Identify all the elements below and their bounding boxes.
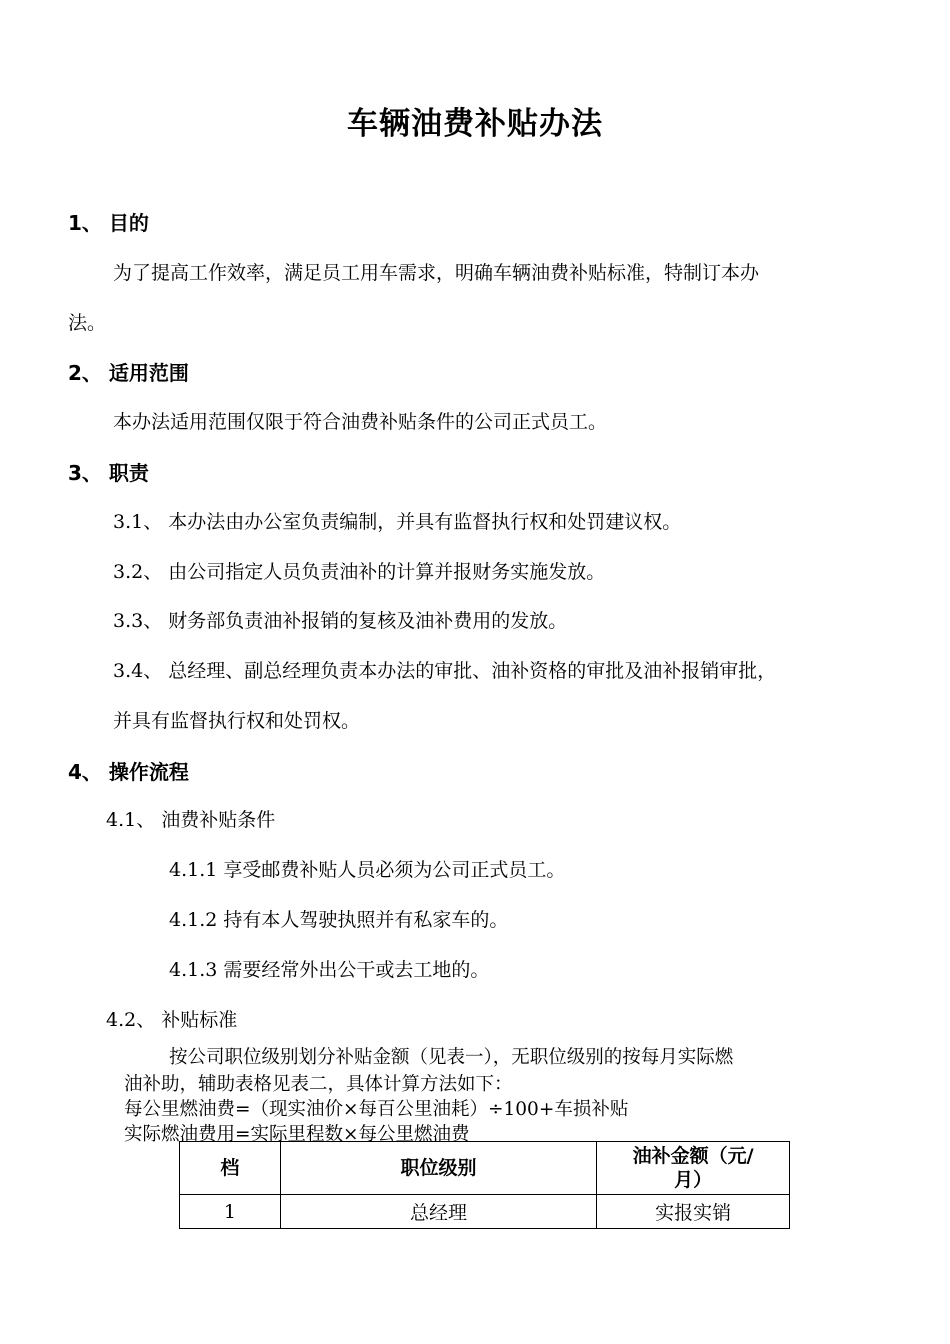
section-3-item-1: 3.1、 本办法由办公室负责编制，并具有监督执行权和处罚建议权。 (113, 511, 682, 533)
table-cell-amount: 实报实销 (597, 1195, 790, 1229)
section-2-text: 本办法适用范围仅限于符合油费补贴条件的公司正式员工。 (113, 411, 608, 433)
section-1-text-line2: 法。 (68, 312, 107, 334)
section-3-item-4-line2: 并具有监督执行权和处罚权。 (113, 710, 361, 732)
section-4-1-1: 4.1.1 享受邮费补贴人员必须为公司正式员工。 (169, 859, 566, 881)
section-4-1-3: 4.1.3 需要经常外出公干或去工地的。 (169, 959, 490, 981)
section-4-2-text-line1: 按公司职位级别划分补贴金额（见表一），无职位级别的按每月实际燃 (169, 1047, 734, 1068)
section-4-1-2: 4.1.2 持有本人驾驶执照并有私家车的。 (169, 909, 509, 931)
section-3-item-2: 3.2、 由公司指定人员负责油补的计算并报财务实施发放。 (113, 561, 606, 583)
table-cell-position: 总经理 (280, 1195, 596, 1229)
section-3-item-4-line1: 3.4、 总经理、副总经理负责本办法的审批、油补资格的审批及油补报销审批， (113, 660, 777, 682)
table-row (180, 1195, 790, 1229)
section-1-text-line1: 为了提高工作效率，满足员工用车需求，明确车辆油费补贴标准，特制订本办 (113, 262, 760, 284)
subsidy-table (179, 1141, 790, 1229)
table-header-grade: 档 (180, 1142, 281, 1195)
page-title: 车辆油费补贴办法 (347, 106, 603, 142)
table-header-subsidy-line2: 月） (674, 1169, 713, 1191)
table-header-subsidy-line1: 油补金额（元/ (632, 1145, 754, 1167)
section-4-2-heading: 4.2、 补贴标准 (106, 1009, 238, 1031)
section-2-heading: 2、 适用范围 (68, 361, 189, 385)
table-header-subsidy-amount (597, 1142, 790, 1195)
formula-actual-fuel-cost: 实际燃油费用=实际里程数×每公里燃油费 (124, 1124, 470, 1145)
section-4-heading: 4、 操作流程 (68, 760, 189, 784)
section-4-2-text-line2: 油补助，辅助表格见表二，具体计算方法如下： (124, 1074, 513, 1095)
section-3-heading: 3、 职责 (68, 461, 149, 485)
section-4-1-heading: 4.1、 油费补贴条件 (106, 809, 276, 831)
table-header-row (180, 1142, 790, 1195)
section-3-item-3: 3.3、 财务部负责油补报销的复核及油补费用的发放。 (113, 610, 568, 632)
section-1-heading: 1、 目的 (68, 211, 149, 235)
table-header-position-level: 职位级别 (280, 1142, 596, 1195)
table-cell-grade: 1 (180, 1195, 281, 1229)
formula-per-km-fuel: 每公里燃油费=（现实油价×每百公里油耗）÷100+车损补贴 (124, 1099, 629, 1120)
